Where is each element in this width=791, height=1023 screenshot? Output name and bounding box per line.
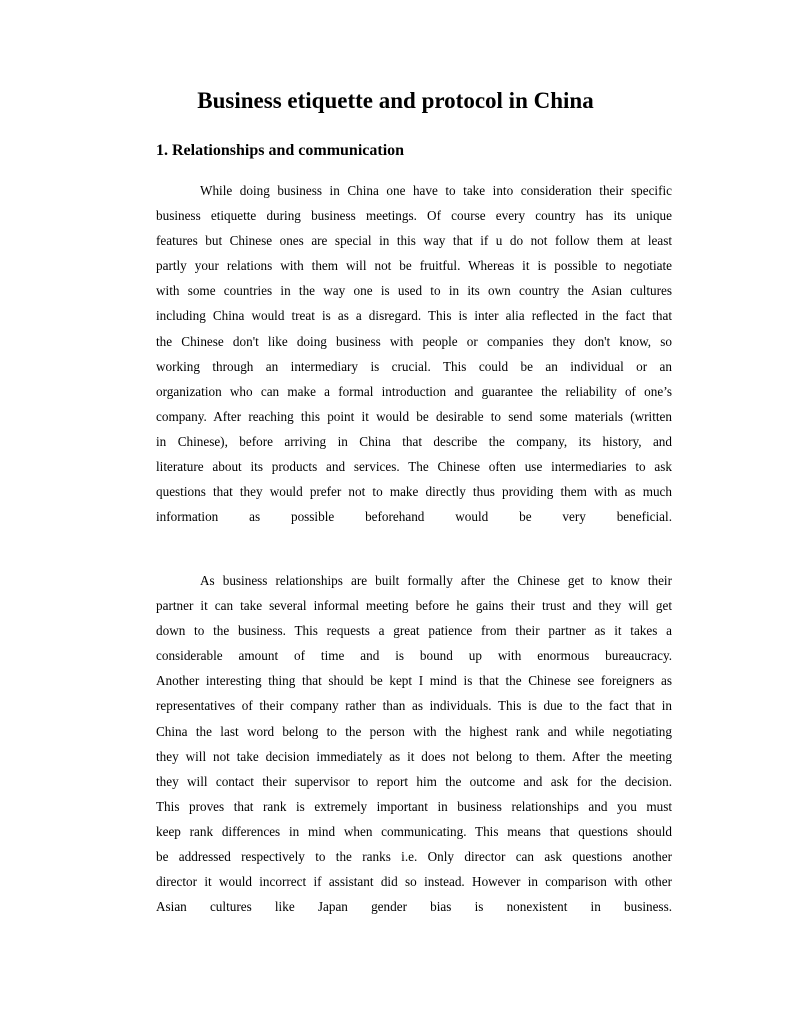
paragraph-1 [156,178,672,529]
text-line: As business relationships are built formally after the Chinese get to know their [200,573,672,588]
text-line: This proves that rank is extremely important in business relationships and you must [156,798,672,814]
text-line: China the last word belong to the person with the highest rank and while negotiating [156,723,672,739]
text-line: information as possible beforehand would be very beneficial. [156,509,672,525]
text-line: be addressed respectively to the ranks i.e. Only director can ask questions another [156,849,672,865]
text-line: in Chinese), before arriving in China that describe the company, its history, and [156,433,672,449]
text-line: questions that they would prefer not to make directly thus providing them with as much [156,484,672,500]
text-line: they will contact their supervisor to report him the outcome and ask for the decision. [156,773,672,789]
text-line: representatives of their company rather than as individuals. This is due to the fact that in [156,698,672,714]
text-line: Another interesting thing that should be kept I mind is that the Chinese see foreigners as [156,673,672,689]
text-line: director it would incorrect if assistant did so instead. However in comparison with other [156,874,672,890]
text-line: the Chinese don't like doing business with people or companies they don't know, so [156,333,672,349]
text-line: considerable amount of time and is bound up with enormous bureaucracy. [156,648,672,664]
text-line: working through an intermediary is crucial. This could be an individual or an [156,358,672,374]
text-line: features but Chinese ones are special in this way that if u do not follow them at least [156,233,672,249]
text-line: literature about its products and services. The Chinese often use intermediaries to ask [156,459,672,475]
text-line: partner it can take several informal meeting before he gains their trust and they will get [156,598,672,614]
text-line: with some countries in the way one is used to in its own country the Asian cultures [156,283,672,299]
text-line: including China would treat is as a disregard. This is inter alia reflected in the fact that [156,308,672,324]
text-line: they will not take decision immediately as it does not belong to them. After the meeting [156,748,672,764]
paragraph-2 [156,568,672,919]
text-line: partly your relations with them will not be fruitful. Whereas it is possible to negotiate [156,258,672,274]
section-heading: 1. Relationships and communication [156,142,405,159]
text-line: company. After reaching this point it would be desirable to send some materials (written [156,408,672,424]
text-line: Asian cultures like Japan gender bias is nonexistent in business. [156,899,672,915]
text-line: business etiquette during business meetings. Of course every country has its unique [156,208,672,224]
text-line: down to the business. This requests a great patience from their partner as it takes a [156,623,672,639]
text-line: organization who can make a formal introduction and guarantee the reliability of one’s [156,383,672,399]
text-line: keep rank differences in mind when communicating. This means that questions should [156,823,672,839]
text-line: While doing business in China one have to take into consideration their specific [200,183,672,198]
page-title: Business etiquette and protocol in China [197,88,594,113]
